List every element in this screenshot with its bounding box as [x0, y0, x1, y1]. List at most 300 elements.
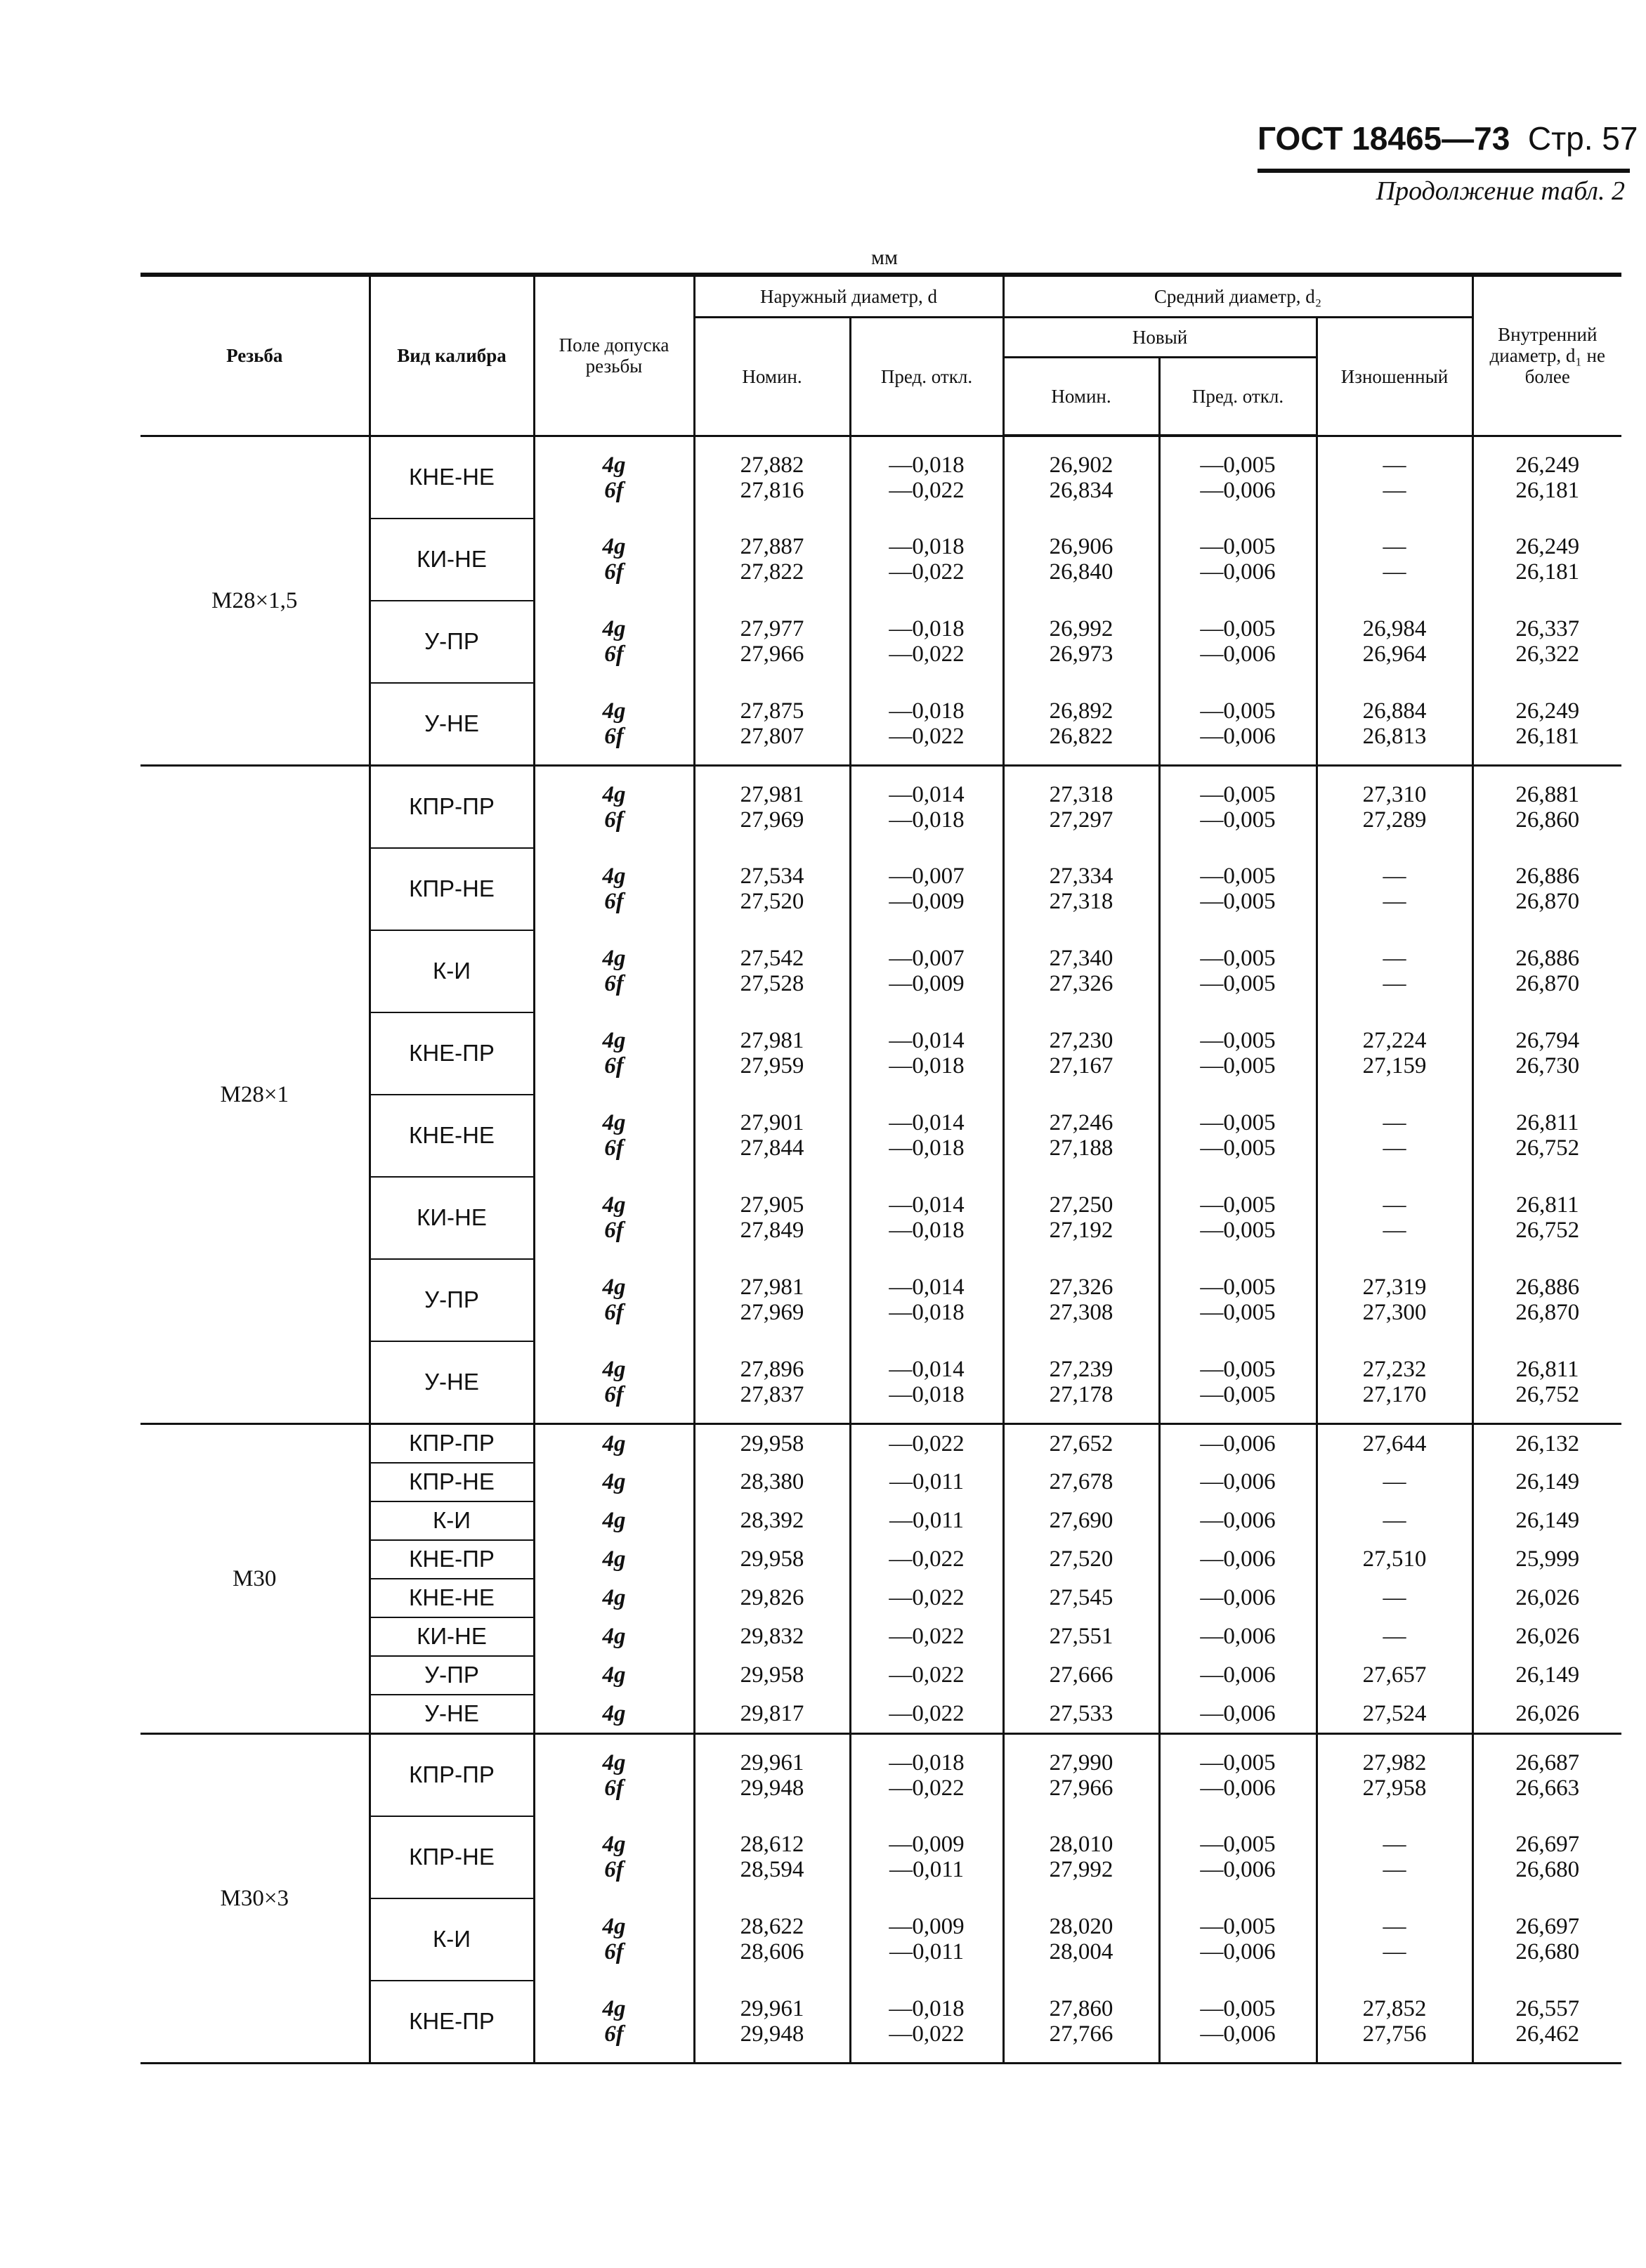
- cell-value: —: [1383, 477, 1406, 503]
- cell-value: —0,005: [1200, 1053, 1276, 1078]
- outer-deviation-cell: [850, 1981, 1003, 2064]
- cell-value: —0,009: [889, 1914, 965, 1939]
- cell-value: 26,752: [1515, 1135, 1580, 1161]
- tolerance-field-cell: [534, 930, 694, 1012]
- cell-value: 26,881: [1515, 781, 1580, 807]
- gauge-type-cell: КПР-НЕ: [370, 848, 534, 930]
- cell-value: —0,005: [1200, 534, 1276, 559]
- worn-cell: [1317, 1341, 1472, 1424]
- pitch-deviation-cell: [1159, 1259, 1317, 1341]
- cell-value: —0,014: [889, 1192, 965, 1218]
- gauge-type-cell: КИ-НЕ: [370, 1177, 534, 1259]
- inner-diameter-cell: [1472, 848, 1621, 930]
- cell-value: —0,006: [1200, 1624, 1276, 1649]
- cell-value: —0,018: [889, 1135, 965, 1161]
- cell-value: —0,005: [1200, 1110, 1276, 1135]
- cell-value: —0,006: [1200, 1508, 1276, 1533]
- cell-value: 27,250: [1049, 1192, 1113, 1218]
- cell-value: 27,188: [1049, 1135, 1113, 1161]
- cell-value: —0,005: [1200, 807, 1276, 833]
- cell-value: —0,022: [889, 477, 965, 503]
- cell-value: 27,524: [1362, 1700, 1427, 1726]
- cell-value: 29,826: [740, 1585, 804, 1610]
- outer-nominal-cell: [694, 1501, 850, 1540]
- pitch-deviation-cell: [1159, 930, 1317, 1012]
- worn-cell: [1317, 765, 1472, 848]
- tolerance-field-cell: [534, 1341, 694, 1424]
- cell-value: 27,534: [740, 863, 804, 889]
- tolerance-field-cell: [534, 1012, 694, 1095]
- cell-value: —0,014: [889, 1275, 965, 1300]
- tolerance-field-cell: [534, 601, 694, 683]
- cell-value: 27,318: [1049, 889, 1113, 914]
- cell-value: —: [1383, 1914, 1406, 1939]
- tolerance-field-cell: [534, 1501, 694, 1540]
- cell-value: 27,992: [1049, 1857, 1113, 1882]
- cell-value: —0,005: [1200, 971, 1276, 996]
- cell-value: —: [1383, 971, 1406, 996]
- inner-diameter-cell: [1472, 1540, 1621, 1579]
- outer-deviation-cell: [850, 601, 1003, 683]
- gauge-type-cell: КНЕ-НЕ: [370, 1095, 534, 1177]
- cell-value: —0,005: [1200, 698, 1276, 724]
- inner-diameter-cell: [1472, 519, 1621, 601]
- tolerance-field-cell: [534, 1423, 694, 1463]
- cell-value: —0,018: [889, 534, 965, 559]
- cell-value: 27,192: [1049, 1218, 1113, 1243]
- page-number: Стр. 57: [1527, 120, 1638, 157]
- cell-value: 26,026: [1515, 1585, 1580, 1610]
- cell-value: 29,961: [740, 1749, 804, 1775]
- cell-value: 26,752: [1515, 1381, 1580, 1407]
- outer-nominal-cell: [694, 1898, 850, 1981]
- outer-deviation-cell: [850, 1695, 1003, 1734]
- cell-value: 6f: [604, 1053, 624, 1078]
- cell-value: 4g: [602, 616, 626, 641]
- cell-value: 26,834: [1049, 477, 1113, 503]
- cell-value: —0,005: [1200, 781, 1276, 807]
- tolerance-field-cell: [534, 1463, 694, 1501]
- cell-value: 6f: [604, 1939, 624, 1964]
- cell-value: 27,159: [1362, 1053, 1427, 1078]
- outer-nominal-cell: [694, 1012, 850, 1095]
- cell-value: 4g: [602, 1110, 626, 1135]
- pitch-nominal-cell: [1003, 1656, 1159, 1695]
- cell-value: 28,612: [740, 1832, 804, 1857]
- cell-value: 27,990: [1049, 1749, 1113, 1775]
- gauge-type-cell: КНЕ-НЕ: [370, 436, 534, 519]
- cell-value: —0,022: [889, 723, 965, 749]
- cell-value: 4g: [602, 698, 626, 724]
- cell-value: —: [1383, 1832, 1406, 1857]
- cell-value: —0,005: [1200, 863, 1276, 889]
- inner-diameter-cell: [1472, 1579, 1621, 1617]
- cell-value: 4g: [602, 1430, 626, 1456]
- gauge-type-cell: К-И: [370, 1898, 534, 1981]
- cell-value: —0,018: [889, 452, 965, 478]
- cell-value: 6f: [604, 477, 624, 503]
- cell-value: 26,181: [1515, 723, 1580, 749]
- cell-value: 27,510: [1362, 1546, 1427, 1572]
- outer-nominal-cell: [694, 1579, 850, 1617]
- cell-value: 26,964: [1362, 641, 1427, 667]
- pitch-deviation-cell: [1159, 1617, 1317, 1656]
- gauge-type-cell: КИ-НЕ: [370, 1617, 534, 1656]
- tolerance-field-cell: [534, 765, 694, 848]
- cell-value: 26,680: [1515, 1857, 1580, 1882]
- cell-value: 28,004: [1049, 1939, 1113, 1964]
- pitch-deviation-cell: [1159, 436, 1317, 519]
- outer-nominal-cell: [694, 1981, 850, 2064]
- cell-value: —0,014: [889, 1356, 965, 1382]
- cell-value: 4g: [602, 1585, 626, 1610]
- cell-value: 29,832: [740, 1624, 804, 1649]
- cell-value: —0,011: [889, 1857, 965, 1882]
- worn-cell: [1317, 1579, 1472, 1617]
- inner-diameter-cell: [1472, 1656, 1621, 1695]
- header-pitch-diameter: Средний диаметр, d₂: [1003, 275, 1472, 318]
- pitch-deviation-cell: [1159, 1463, 1317, 1501]
- cell-value: 6f: [604, 807, 624, 833]
- cell-value: —0,022: [889, 559, 965, 585]
- cell-value: 27,887: [740, 534, 804, 559]
- cell-value: 26,181: [1515, 559, 1580, 585]
- cell-value: 4g: [602, 1700, 626, 1726]
- cell-value: 26,322: [1515, 641, 1580, 667]
- cell-value: —0,006: [1200, 1546, 1276, 1572]
- cell-value: —0,005: [1200, 889, 1276, 914]
- cell-value: 27,896: [740, 1356, 804, 1382]
- pitch-deviation-cell: [1159, 683, 1317, 766]
- gauge-type-cell: КПР-ПР: [370, 1733, 534, 1816]
- outer-deviation-cell: [850, 1816, 1003, 1898]
- cell-value: 26,149: [1515, 1508, 1580, 1533]
- table-row: [141, 1423, 1621, 1463]
- cell-value: —: [1383, 889, 1406, 914]
- gauge-type-cell: КИ-НЕ: [370, 519, 534, 601]
- cell-value: 29,958: [740, 1546, 804, 1572]
- cell-value: 27,300: [1362, 1300, 1427, 1325]
- outer-deviation-cell: [850, 1012, 1003, 1095]
- cell-value: 27,528: [740, 971, 804, 996]
- pitch-deviation-cell: [1159, 1012, 1317, 1095]
- outer-deviation-cell: [850, 1656, 1003, 1695]
- tolerance-field-cell: [534, 1816, 694, 1898]
- cell-value: 27,246: [1049, 1110, 1113, 1135]
- cell-value: 27,756: [1362, 2021, 1427, 2047]
- cell-value: 27,289: [1362, 807, 1427, 833]
- inner-diameter-cell: [1472, 1816, 1621, 1898]
- cell-value: —0,005: [1200, 1135, 1276, 1161]
- cell-value: —0,005: [1200, 616, 1276, 641]
- pitch-deviation-cell: [1159, 1733, 1317, 1816]
- cell-value: 26,249: [1515, 534, 1580, 559]
- cell-value: —: [1383, 1857, 1406, 1882]
- tolerance-field-cell: [534, 1259, 694, 1341]
- cell-value: —0,005: [1200, 946, 1276, 971]
- header-inner-diameter: Внутренний диаметр, d₁ не более: [1472, 275, 1621, 436]
- cell-value: 27,533: [1049, 1700, 1113, 1726]
- cell-value: 4g: [602, 1749, 626, 1775]
- tolerance-field-cell: [534, 1695, 694, 1734]
- thread-cell: М28×1,5: [141, 436, 370, 765]
- cell-value: —0,005: [1200, 452, 1276, 478]
- cell-value: 27,901: [740, 1110, 804, 1135]
- outer-nominal-cell: [694, 1463, 850, 1501]
- cell-value: —0,005: [1200, 1749, 1276, 1775]
- header-outer-nominal: Номин.: [694, 318, 850, 436]
- cell-value: 26,680: [1515, 1939, 1580, 1964]
- cell-value: 29,948: [740, 1775, 804, 1801]
- tolerance-field-cell: [534, 1981, 694, 2064]
- cell-value: 26,026: [1515, 1700, 1580, 1726]
- inner-diameter-cell: [1472, 1463, 1621, 1501]
- tolerance-field-cell: [534, 1177, 694, 1259]
- table-row: [141, 1733, 1621, 1816]
- cell-value: —0,022: [889, 1430, 965, 1456]
- cell-value: 4g: [602, 1469, 626, 1494]
- gauge-type-cell: К-И: [370, 930, 534, 1012]
- cell-value: —0,005: [1200, 1914, 1276, 1939]
- cell-value: 26,886: [1515, 946, 1580, 971]
- pitch-deviation-cell: [1159, 1695, 1317, 1734]
- cell-value: —0,022: [889, 641, 965, 667]
- inner-diameter-cell: [1472, 436, 1621, 519]
- cell-value: 26,984: [1362, 616, 1427, 641]
- cell-value: 4g: [602, 1508, 626, 1533]
- thread-gauge-table: [141, 273, 1621, 2064]
- cell-value: —: [1383, 559, 1406, 585]
- cell-value: 4g: [602, 1192, 626, 1218]
- cell-value: 4g: [602, 781, 626, 807]
- cell-value: —0,009: [889, 971, 965, 996]
- pitch-nominal-cell: [1003, 1095, 1159, 1177]
- cell-value: 26,860: [1515, 807, 1580, 833]
- pitch-nominal-cell: [1003, 1423, 1159, 1463]
- cell-value: 27,875: [740, 698, 804, 724]
- cell-value: —0,018: [889, 1053, 965, 1078]
- cell-value: —0,009: [889, 889, 965, 914]
- worn-cell: [1317, 1733, 1472, 1816]
- inner-diameter-cell: [1472, 1012, 1621, 1095]
- worn-cell: [1317, 1540, 1472, 1579]
- cell-value: —0,005: [1200, 1356, 1276, 1382]
- cell-value: 27,959: [740, 1053, 804, 1078]
- cell-value: 26,902: [1049, 452, 1113, 478]
- thread-cell: М30×3: [141, 1733, 370, 2063]
- cell-value: 27,690: [1049, 1508, 1113, 1533]
- cell-value: 29,961: [740, 1995, 804, 2021]
- outer-deviation-cell: [850, 1540, 1003, 1579]
- outer-deviation-cell: [850, 930, 1003, 1012]
- cell-value: 26,886: [1515, 863, 1580, 889]
- cell-value: 26,663: [1515, 1775, 1580, 1801]
- cell-value: —0,014: [889, 1028, 965, 1053]
- table-row: [141, 436, 1621, 519]
- worn-cell: [1317, 1463, 1472, 1501]
- cell-value: 6f: [604, 641, 624, 667]
- cell-value: 4g: [602, 1624, 626, 1649]
- cell-value: 27,816: [740, 477, 804, 503]
- header-outer-diameter: Наружный диаметр, d: [694, 275, 1003, 318]
- cell-value: 26,811: [1515, 1192, 1579, 1218]
- cell-value: 26,697: [1515, 1832, 1580, 1857]
- pitch-deviation-cell: [1159, 1177, 1317, 1259]
- outer-deviation-cell: [850, 1898, 1003, 1981]
- outer-deviation-cell: [850, 1579, 1003, 1617]
- inner-diameter-cell: [1472, 1259, 1621, 1341]
- cell-value: 26,906: [1049, 534, 1113, 559]
- outer-nominal-cell: [694, 1617, 850, 1656]
- gauge-type-cell: КПР-ПР: [370, 765, 534, 848]
- header-outer-deviation: Пред. откл.: [850, 318, 1003, 436]
- cell-value: 27,170: [1362, 1381, 1427, 1407]
- cell-value: 27,326: [1049, 971, 1113, 996]
- pitch-deviation-cell: [1159, 1341, 1317, 1424]
- cell-value: 26,870: [1515, 1300, 1580, 1325]
- pitch-deviation-cell: [1159, 1981, 1317, 2064]
- outer-deviation-cell: [850, 1617, 1003, 1656]
- cell-value: 28,622: [740, 1914, 804, 1939]
- cell-value: 27,167: [1049, 1053, 1113, 1078]
- cell-value: 4g: [602, 1546, 626, 1572]
- cell-value: 28,606: [740, 1939, 804, 1964]
- cell-value: 29,958: [740, 1430, 804, 1456]
- cell-value: 26,884: [1362, 698, 1427, 724]
- cell-value: —0,006: [1200, 1857, 1276, 1882]
- cell-value: 27,905: [740, 1192, 804, 1218]
- worn-cell: [1317, 1095, 1472, 1177]
- header-tolerance-field: Поле допуска резьбы: [534, 275, 694, 436]
- tolerance-field-cell: [534, 436, 694, 519]
- cell-value: 26,870: [1515, 971, 1580, 996]
- cell-value: 26,697: [1515, 1914, 1580, 1939]
- cell-value: —: [1383, 1585, 1406, 1610]
- cell-value: 6f: [604, 559, 624, 585]
- outer-deviation-cell: [850, 765, 1003, 848]
- cell-value: 27,852: [1362, 1995, 1427, 2021]
- cell-value: —0,005: [1200, 1028, 1276, 1053]
- outer-nominal-cell: [694, 1540, 850, 1579]
- outer-deviation-cell: [850, 519, 1003, 601]
- gauge-type-cell: У-ПР: [370, 601, 534, 683]
- cell-value: —0,018: [889, 1995, 965, 2021]
- cell-value: 6f: [604, 2021, 624, 2047]
- cell-value: 4g: [602, 1662, 626, 1688]
- cell-value: —: [1383, 1218, 1406, 1243]
- cell-value: 26,337: [1515, 616, 1580, 641]
- pitch-deviation-cell: [1159, 1898, 1317, 1981]
- cell-value: 27,981: [740, 1028, 804, 1053]
- cell-value: 27,178: [1049, 1381, 1113, 1407]
- pitch-nominal-cell: [1003, 1695, 1159, 1734]
- cell-value: 6f: [604, 971, 624, 996]
- cell-value: 6f: [604, 1775, 624, 1801]
- cell-value: 27,678: [1049, 1469, 1113, 1494]
- cell-value: —0,006: [1200, 1700, 1276, 1726]
- cell-value: 6f: [604, 889, 624, 914]
- pitch-deviation-cell: [1159, 519, 1317, 601]
- cell-value: —0,009: [889, 1832, 965, 1857]
- worn-cell: [1317, 1816, 1472, 1898]
- outer-deviation-cell: [850, 848, 1003, 930]
- cell-value: —: [1383, 452, 1406, 478]
- inner-diameter-cell: [1472, 1501, 1621, 1540]
- cell-value: 26,811: [1515, 1110, 1579, 1135]
- cell-value: 27,981: [740, 1275, 804, 1300]
- cell-value: —: [1383, 1508, 1406, 1533]
- cell-value: 29,817: [740, 1700, 804, 1726]
- gauge-type-cell: КНЕ-ПР: [370, 1981, 534, 2064]
- outer-deviation-cell: [850, 1463, 1003, 1501]
- cell-value: 6f: [604, 1857, 624, 1882]
- pitch-deviation-cell: [1159, 1579, 1317, 1617]
- outer-nominal-cell: [694, 848, 850, 930]
- cell-value: —: [1383, 1192, 1406, 1218]
- standard-number: ГОСТ 18465—73: [1258, 120, 1510, 157]
- cell-value: 27,822: [740, 559, 804, 585]
- worn-cell: [1317, 1981, 1472, 2064]
- cell-value: —0,006: [1200, 1469, 1276, 1494]
- cell-value: —0,007: [889, 946, 965, 971]
- cell-value: —: [1383, 1135, 1406, 1161]
- cell-value: 26,973: [1049, 641, 1113, 667]
- cell-value: —0,022: [889, 1662, 965, 1688]
- inner-diameter-cell: [1472, 1423, 1621, 1463]
- tolerance-field-cell: [534, 519, 694, 601]
- cell-value: 27,239: [1049, 1356, 1113, 1382]
- cell-value: 27,318: [1049, 781, 1113, 807]
- cell-value: —0,018: [889, 698, 965, 724]
- cell-value: 27,520: [740, 889, 804, 914]
- cell-value: 27,520: [1049, 1546, 1113, 1572]
- cell-value: 26,840: [1049, 559, 1113, 585]
- pitch-deviation-cell: [1159, 1501, 1317, 1540]
- cell-value: —: [1383, 1624, 1406, 1649]
- cell-value: 27,882: [740, 452, 804, 478]
- table-body: [141, 436, 1621, 2063]
- outer-deviation-cell: [850, 1423, 1003, 1463]
- cell-value: 26,992: [1049, 616, 1113, 641]
- pitch-nominal-cell: [1003, 1501, 1159, 1540]
- cell-value: —: [1383, 1939, 1406, 1964]
- cell-value: 27,958: [1362, 1775, 1427, 1801]
- worn-cell: [1317, 1012, 1472, 1095]
- outer-nominal-cell: [694, 1816, 850, 1898]
- cell-value: 27,969: [740, 1300, 804, 1325]
- thread-cell: М28×1: [141, 765, 370, 1423]
- tolerance-field-cell: [534, 1095, 694, 1177]
- cell-value: 4g: [602, 863, 626, 889]
- cell-value: 25,999: [1515, 1546, 1580, 1572]
- cell-value: —0,006: [1200, 1939, 1276, 1964]
- pitch-deviation-cell: [1159, 848, 1317, 930]
- cell-value: 26,822: [1049, 723, 1113, 749]
- cell-value: —0,005: [1200, 1381, 1276, 1407]
- outer-nominal-cell: [694, 601, 850, 683]
- cell-value: —0,006: [1200, 1430, 1276, 1456]
- cell-value: 26,181: [1515, 477, 1580, 503]
- cell-value: 27,807: [740, 723, 804, 749]
- cell-value: 27,766: [1049, 2021, 1113, 2047]
- pitch-nominal-cell: [1003, 519, 1159, 601]
- tolerance-field-cell: [534, 1540, 694, 1579]
- gauge-type-cell: У-ПР: [370, 1656, 534, 1695]
- worn-cell: [1317, 1259, 1472, 1341]
- inner-diameter-cell: [1472, 1981, 1621, 2064]
- outer-nominal-cell: [694, 436, 850, 519]
- pitch-nominal-cell: [1003, 765, 1159, 848]
